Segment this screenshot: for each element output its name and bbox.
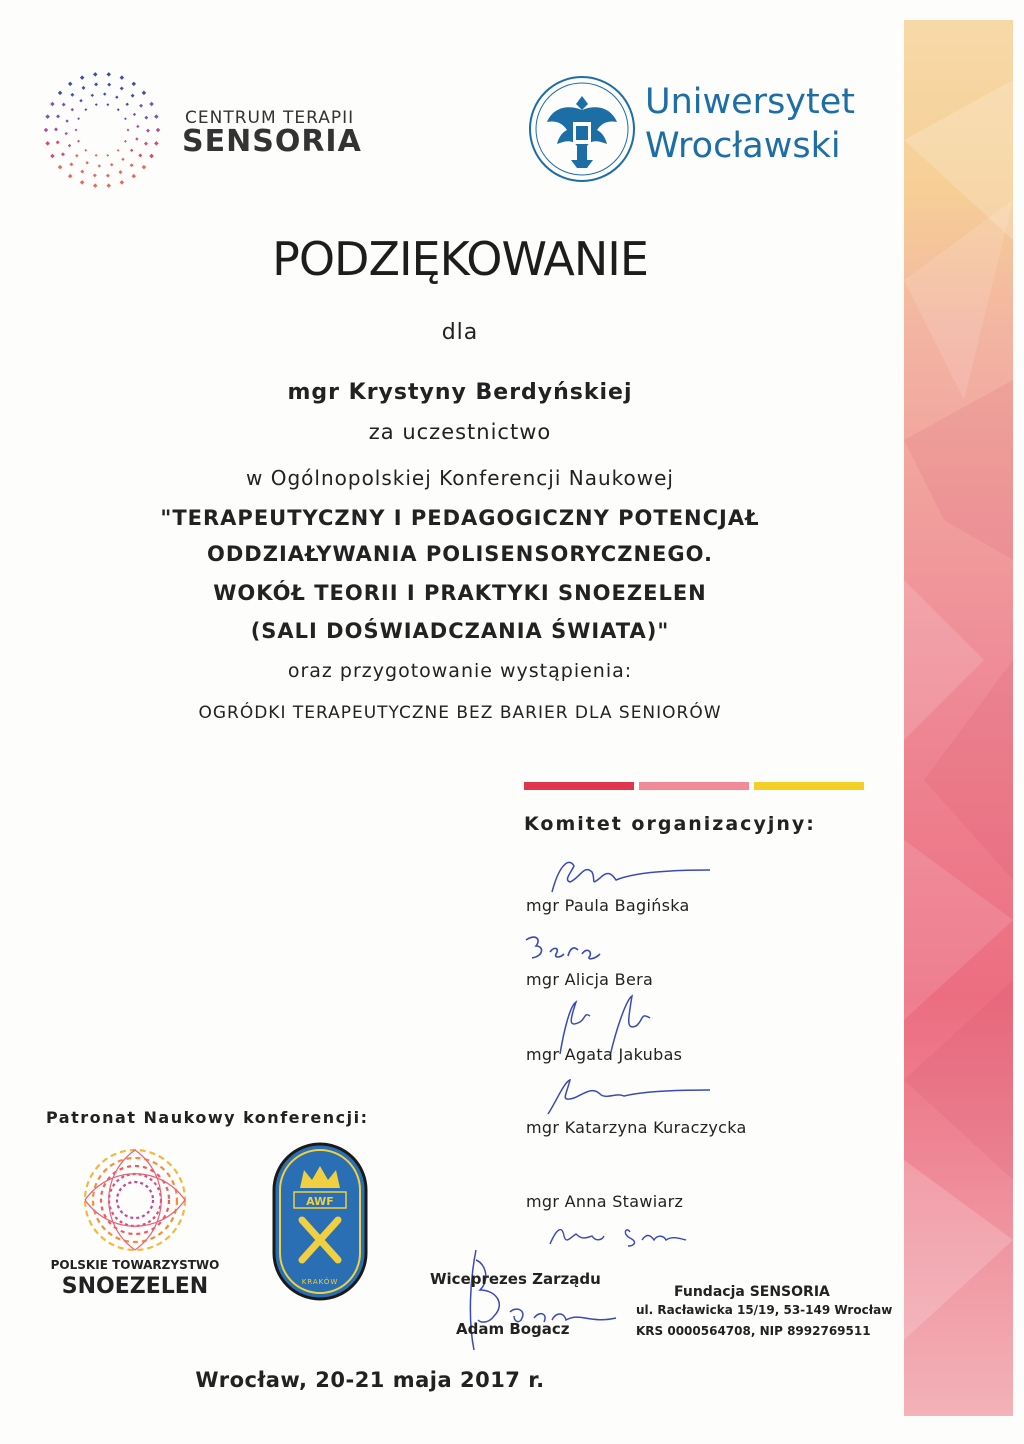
sensoria-logo-dot [85, 161, 88, 164]
sensoria-logo-dot [58, 91, 63, 96]
snoezelen-society-name-line1: POLSKIE TOWARZYSTWO [50, 1258, 220, 1272]
decorative-side-band [904, 20, 1013, 1416]
sensoria-logo-dot [132, 174, 137, 179]
sensoria-logo-dot [115, 96, 118, 99]
sensoria-logo-dot [79, 99, 82, 102]
sensoria-logo-dot [106, 72, 111, 77]
sensoria-logo-dot [84, 149, 87, 152]
sensoria-logo-dot [69, 162, 73, 166]
sensoria-logo-dot [117, 108, 120, 111]
sensoria-logo-dot [107, 83, 111, 87]
sensoria-logo-dot [139, 104, 143, 108]
recipient-name: mgr Krystyny Berdyńskiej [287, 380, 633, 405]
sensoria-logo-dot [70, 93, 74, 97]
sensoria-logo-dot [50, 154, 55, 159]
sensoria-logo-dot [56, 114, 60, 118]
talk-intro: oraz przygotowanie wystąpienia: [287, 660, 633, 682]
sensoria-logo-dot [149, 102, 154, 107]
committee-member: mgr Anna Stawiarz [526, 1192, 684, 1211]
participation-text: za uczestnictwo [368, 420, 552, 444]
awf-label: AWF [306, 1195, 334, 1208]
sensoria-logo-dot [68, 82, 73, 87]
sensoria-logo-dot [61, 152, 65, 156]
sensoria-logo-dot [45, 114, 50, 119]
sensoria-logo-dot [133, 113, 136, 116]
sensoria-logo-dot [144, 116, 148, 120]
sensoria-logo-dot [71, 108, 74, 111]
committee-member: mgr Agata Jakubas [526, 1045, 683, 1064]
sensoria-logo-dot [62, 103, 66, 107]
sensoria-logo-dot [58, 165, 63, 170]
sensoria-logo-dot [68, 174, 73, 179]
sensoria-logo-dot [135, 137, 138, 140]
signature-bera [520, 930, 610, 970]
sensoria-logo-dot [130, 163, 134, 167]
sensoria-logo-dot [80, 75, 85, 80]
sensoria-logo-dot [117, 149, 120, 152]
sensoria-logo-dot [127, 129, 130, 132]
sensoria-logo-dot [120, 86, 124, 90]
sensoria-logo-dot [124, 140, 127, 143]
sensoria-logo-dot [146, 129, 150, 133]
sensoria-logo-dot [154, 114, 159, 119]
sensoria-logo-dot [136, 125, 139, 128]
sensoria-logo-dot [131, 94, 135, 98]
sensoria-logo-dot [68, 144, 71, 147]
committee-member: mgr Alicja Bera [526, 970, 654, 989]
sensoria-logo-dot [103, 92, 106, 95]
committee-member: mgr Paula Bagińska [526, 896, 690, 915]
sensoria-logo-dot [144, 142, 148, 146]
sensoria-logo-dot [93, 183, 98, 188]
conference-title-line: ODDZIAŁYWANIA POLISENSORYCZNEGO. [207, 542, 713, 566]
sensoria-logo-dot [119, 170, 123, 174]
sensoria-logo-dot [132, 82, 137, 87]
sensoria-logo-dot [65, 119, 68, 122]
vice-president-name: Adam Bogacz [456, 1320, 570, 1338]
sensoria-logo-dot [98, 164, 101, 167]
foundation-address: ul. Racławicka 15/19, 53-149 Wrocław [636, 1303, 893, 1317]
university-name-line2: Wrocławski [645, 126, 841, 166]
sensoria-logo-dot [84, 108, 87, 111]
sensoria-logo-icon [40, 66, 180, 196]
conference-title-line: "TERAPEUTYCZNY I PEDAGOGICZNY POTENCJAŁ [160, 506, 760, 530]
sensoria-logo-dot [93, 173, 97, 177]
sensoria-logo-dot [106, 174, 110, 178]
awf-city: KRAKÓW [301, 1278, 339, 1286]
sensoria-logo-dot [156, 128, 161, 133]
vice-president-signature [440, 1240, 620, 1360]
talk-title: OGRÓDKI TERAPEUTYCZNE BEZ BARIER DLA SENIORÓW [198, 703, 722, 723]
sensoria-logo-dot [45, 141, 50, 146]
sensoria-logo-dot [75, 129, 78, 132]
sensoria-logo-dot [120, 75, 125, 80]
conference-intro: w Ogólnopolskiej Konferencji Naukowej [246, 466, 674, 490]
sensoria-logo-dot [106, 154, 109, 157]
sensoria-logo-dot [95, 103, 98, 106]
sensoria-logo-dot [80, 180, 85, 185]
sensoria-logo-dot [149, 154, 154, 159]
sensoria-logo-dot [56, 140, 60, 144]
sensoria-logo-dot [77, 117, 80, 120]
sensoria-logo-dot [120, 180, 125, 185]
sensoria-logo-dot [121, 158, 124, 161]
tricolor-divider [524, 782, 864, 790]
sensoria-logo-dot [154, 141, 159, 146]
sensoria-logo-dot [77, 140, 80, 143]
sensoria-name-line1: CENTRUM TERAPII [185, 108, 355, 128]
foundation-name: Fundacja SENSORIA [674, 1284, 830, 1300]
sensoria-logo-dot [142, 165, 147, 170]
committee-heading: Komitet organizacyjny: [524, 813, 816, 835]
sensoria-logo-dot [142, 91, 147, 96]
foundation-registration: KRS 0000564708, NIP 8992769511 [636, 1324, 871, 1338]
sensoria-logo-dot [54, 127, 58, 131]
university-eagle-emblem-icon [527, 74, 637, 184]
sensoria-logo-dot [80, 170, 84, 174]
sensoria-name-line2: SENSORIA [182, 124, 362, 159]
for-label: dla [441, 320, 479, 345]
vice-president-title: Wiceprezes Zarządu [430, 1270, 601, 1288]
sensoria-logo-dot [64, 132, 67, 135]
sensoria-logo-dot [50, 102, 55, 107]
sensoria-logo-dot [93, 72, 98, 77]
sensoria-logo-dot [94, 82, 98, 86]
signature-kuraczycka [540, 1072, 720, 1118]
university-name-line1: Uniwersytet [645, 82, 855, 122]
sensoria-logo-dot [125, 103, 128, 106]
conference-title-line: WOKÓŁ TEORII I PRAKTYKI SNOEZELEN [213, 581, 707, 605]
sensoria-logo-dot [106, 183, 111, 188]
sensoria-logo-dot [82, 86, 86, 90]
sensoria-logo-dot [110, 163, 113, 166]
sensoria-logo-dot [91, 94, 94, 97]
patronage-heading: Patronat Naukowy konferencji: [46, 1108, 369, 1127]
sensoria-logo-dot [95, 154, 98, 157]
sensoria-logo-dot [106, 103, 109, 106]
conference-title-line: (SALI DOŚWIADCZANIA ŚWIATA)" [250, 619, 670, 643]
sensoria-logo-dot [130, 149, 133, 152]
committee-member: mgr Katarzyna Kuraczycka [526, 1118, 747, 1137]
sensoria-logo-dot [138, 153, 142, 157]
sensoria-logo-dot [44, 128, 49, 133]
place-and-date: Wrocław, 20-21 maja 2017 r. [195, 1368, 545, 1392]
sensoria-logo-dot [124, 117, 127, 120]
snoezelen-society-logo-icon [80, 1145, 190, 1255]
signature-bagińska [540, 852, 720, 900]
snoezelen-society-name-line2: SNOEZELEN [61, 1274, 209, 1299]
sensoria-logo-dot [75, 154, 78, 157]
certificate-title: PODZIĘKOWANIE [272, 232, 648, 286]
